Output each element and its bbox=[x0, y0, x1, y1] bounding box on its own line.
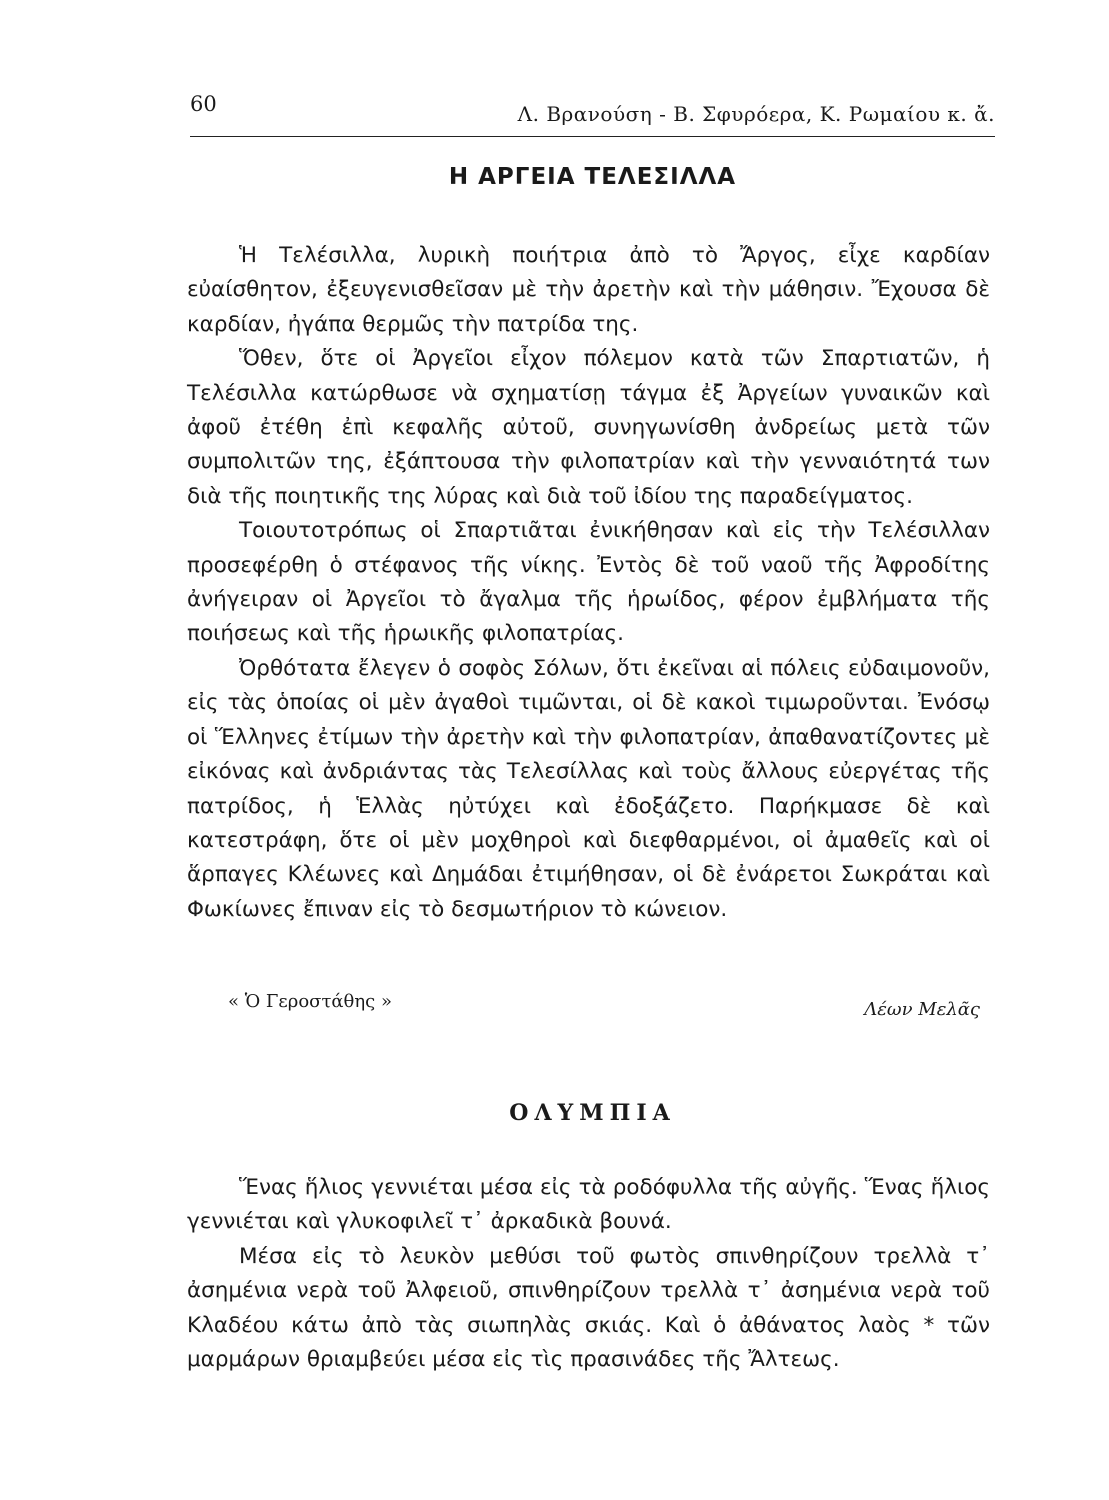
page-header bbox=[190, 88, 995, 137]
section-body-telesilla bbox=[187, 239, 990, 927]
paragraph: Ἕνας ἥλιος γεννιέται μέσα εἰς τὰ ροδόφυλλα τῆς αὐγῆς. Ἕνας ἥλιος γεννιέται καὶ γλυκοφιλεῖ τ᾿ ἀρκαδικὰ βουνά. bbox=[187, 1175, 990, 1235]
section-body-olympia bbox=[187, 1171, 990, 1377]
author-name: Λέων Μελᾶς bbox=[864, 999, 980, 1020]
paragraph: Μέσα εἰς τὸ λευκὸν μεθύσι τοῦ φωτὸς σπινθηρίζουν τρελλὰ τ᾿ ἀσημένια νερὰ τοῦ Ἀλφειοῦ, σπινθηρίζουν τρελλὰ τ᾿ ἀσημένια νερὰ τοῦ Κλαδέου κάτω ἀπὸ τὰς σιωπηλὰς σκιάς. Καὶ ὁ ἀθάνατος λαὸς * τῶν μαρμάρων θριαμβεύει μέσα εἰς τὶς πρασινάδες τῆς Ἄλτεως. bbox=[187, 1243, 990, 1373]
page-number: 60 bbox=[190, 92, 217, 116]
paragraph: Ἡ Τελέσιλλα, λυρικὴ ποιήτρια ἀπὸ τὸ Ἄργος, εἶχε καρδίαν εὐαίσθητον, ἐξευγενισθεῖσαν μὲ τὴν ἀρετὴν καὶ τὴν μάθησιν. Ἔχουσα δὲ καρδίαν, ἠγάπα θερμῶς τὴν πατρίδα της. bbox=[187, 243, 990, 337]
section-title-olympia: ΟΛΥΜΠΙΑ bbox=[509, 1100, 676, 1126]
attribution bbox=[190, 985, 990, 1025]
source-citation: « Ὁ Γεροστάθης » bbox=[228, 991, 392, 1012]
paragraph: Τοιουτοτρόπως οἱ Σπαρτιᾶται ἐνικήθησαν καὶ εἰς τὴν Τελέσιλλαν προσεφέρθη ὁ στέφανος τῆς νίκης. Ἐντὸς δὲ τοῦ ναοῦ τῆς Ἀφροδίτης ἀνήγειραν οἱ Ἀργεῖοι τὸ ἄγαλμα τῆς ἡρωίδος, φέρον ἐμβλήματα τῆς ποιήσεως καὶ τῆς ἡρωικῆς φιλοπατρίας. bbox=[187, 518, 990, 647]
paragraph: Ὀρθότατα ἔλεγεν ὁ σοφὸς Σόλων, ὅτι ἐκεῖναι αἱ πόλεις εὐδαιμονοῦν, εἰς τὰς ὁποίας οἱ μὲν ἀγαθοὶ τιμῶνται, οἱ δὲ κακοὶ τιμωροῦνται. Ἐνόσῳ οἱ Ἕλληνες ἐτίμων τὴν ἀρετὴν καὶ τὴν φιλοπατρίαν, ἀπαθανατίζοντες μὲ εἰκόνας καὶ ἀνδριάντας τὰς Τελεσίλλας καὶ τοὺς ἄλλους εὐεργέτας τῆς πατρίδος, ἡ Ἑλλὰς ηὐτύχει καὶ ἐδοξάζετο. Παρήκμασε δὲ καὶ κατεστράφη, ὅτε οἱ μὲν μοχθηροὶ καὶ διεφθαρμένοι, οἱ ἀμαθεῖς καὶ οἱ ἅρπαγες Κλέωνες καὶ Δημάδαι ἐτιμήθησαν, οἱ δὲ ἐνάρετοι Σωκράται καὶ Φωκίωνες ἔπιναν εἰς τὸ δεσμωτήριον τὸ κώνειον. bbox=[187, 655, 990, 922]
section-title-telesilla: Η ΑΡΓΕΙΑ ΤΕΛΕΣΙΛΛΑ bbox=[448, 164, 737, 190]
paragraph: Ὅθεν, ὅτε οἱ Ἀργεῖοι εἶχον πόλεμον κατὰ τῶν Σπαρτιατῶν, ἡ Τελέσιλλα κατώρθωσε νὰ σχηματίσῃ τάγμα ἐξ Ἀργείων γυναικῶν καὶ ἀφοῦ ἐτέθη ἐπὶ κεφαλῆς αὐτοῦ, συνηγωνίσθη ἀνδρείως μετὰ τῶν συμπολιτῶν της, ἐξάπτουσα τὴν φιλοπατρίαν καὶ τὴν γενναιότητά των διὰ τῆς ποιητικῆς της λύρας καὶ διὰ τοῦ ἰδίου της παραδείγματος. bbox=[187, 346, 990, 509]
running-head: Λ. Βρανούση - Β. Σφυρόερα, Κ. Ρωμαίου κ. ἄ. bbox=[517, 102, 995, 126]
